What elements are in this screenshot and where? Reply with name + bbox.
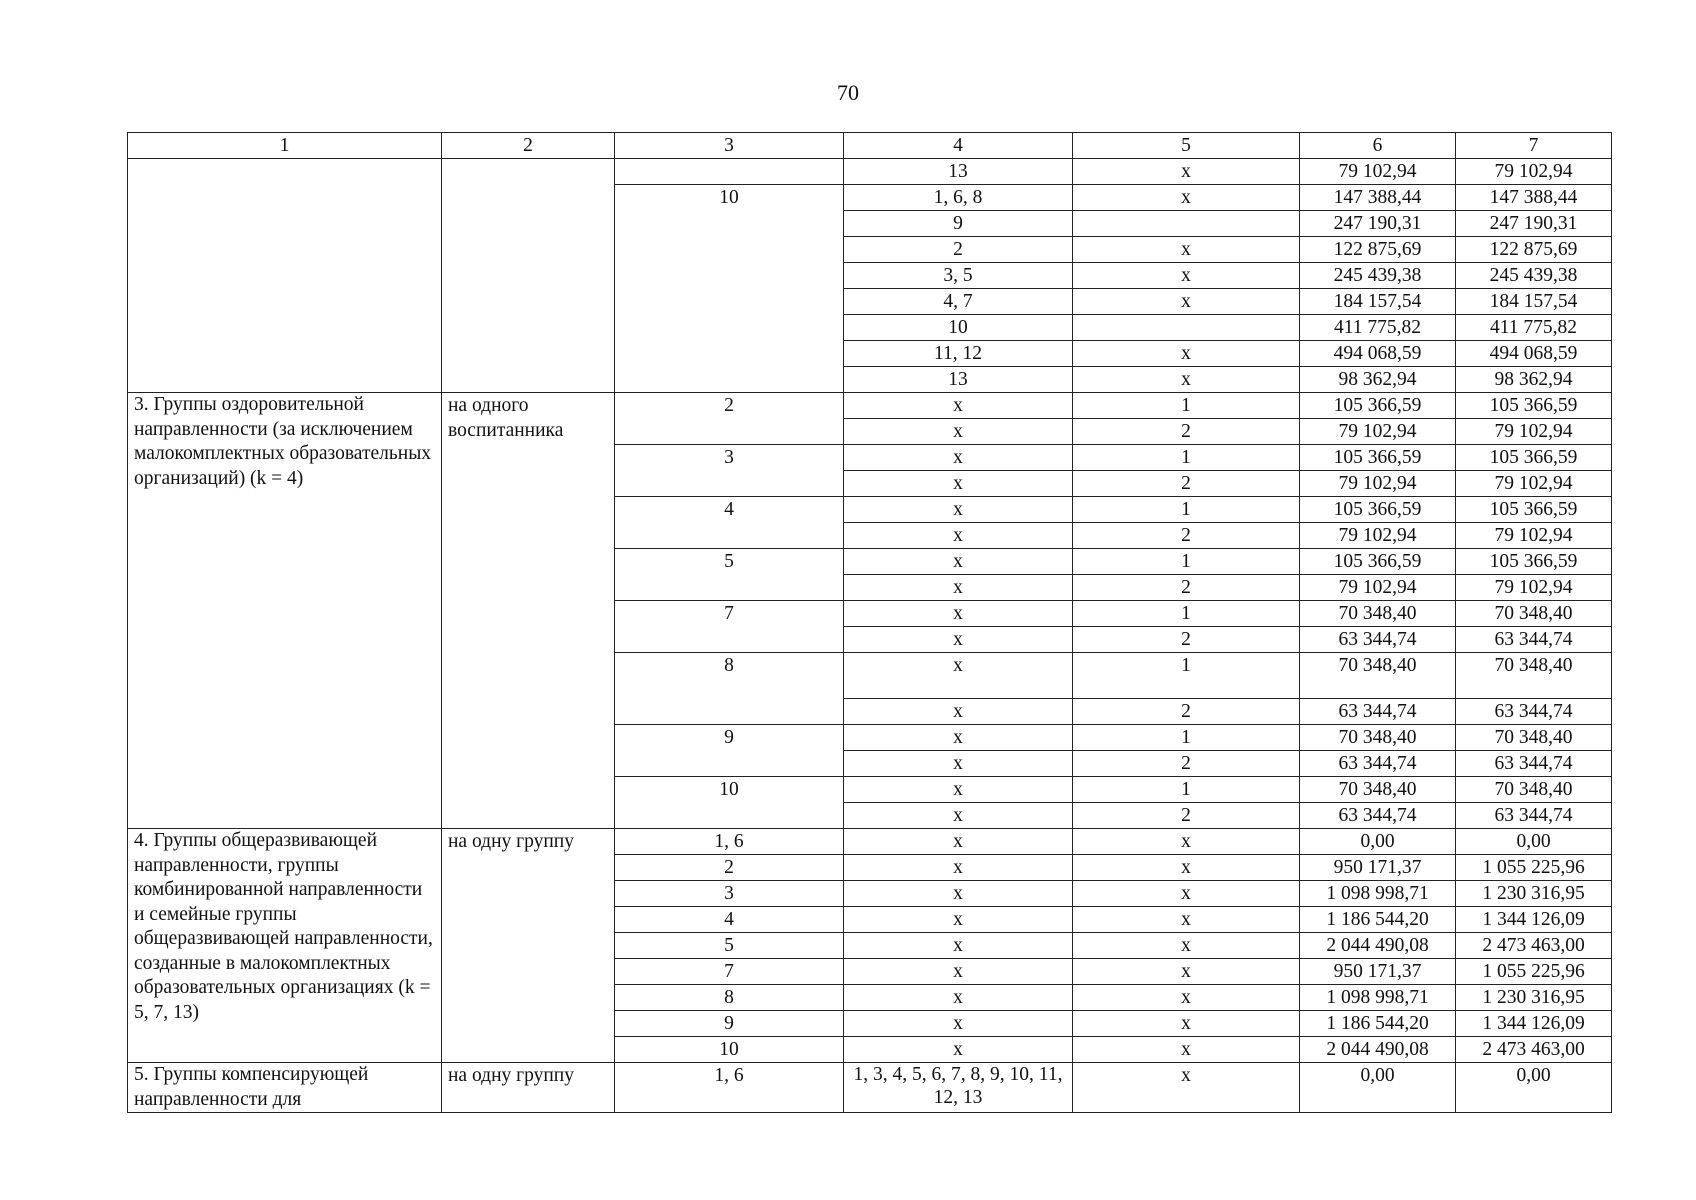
age-group-cell: 9 xyxy=(615,1011,844,1037)
age-group-cell: 10 xyxy=(615,185,844,393)
value-cell: 70 348,40 xyxy=(1456,653,1612,699)
header-cell: 5 xyxy=(1073,133,1300,159)
mode-cell: x xyxy=(844,985,1073,1011)
mode-cell: 4, 7 xyxy=(844,289,1073,315)
page-number: 70 xyxy=(837,80,859,105)
header-cell: 7 xyxy=(1456,133,1612,159)
group-title-cell: 3. Группы оздоровительной направленности (за исключением малокомплектных образовательных организаций) (k = 4) xyxy=(128,393,442,829)
value-cell: 2 473 463,00 xyxy=(1456,1037,1612,1063)
value-cell: 63 344,74 xyxy=(1300,627,1456,653)
mode-cell: x xyxy=(844,627,1073,653)
mode-cell: x xyxy=(844,725,1073,751)
k-cell: x xyxy=(1073,933,1300,959)
k-cell: x xyxy=(1073,263,1300,289)
mode-cell: 2 xyxy=(844,237,1073,263)
k-cell: 1 xyxy=(1073,497,1300,523)
age-group-cell: 7 xyxy=(615,959,844,985)
mode-cell: x xyxy=(844,471,1073,497)
mode-cell: 11, 12 xyxy=(844,341,1073,367)
k-cell: x xyxy=(1073,1011,1300,1037)
value-cell: 105 366,59 xyxy=(1300,497,1456,523)
unit-cell: на одну группу xyxy=(442,829,615,1063)
age-group-cell: 10 xyxy=(615,1037,844,1063)
mode-cell: x xyxy=(844,497,1073,523)
mode-cell: x xyxy=(844,575,1073,601)
value-cell: 105 366,59 xyxy=(1456,445,1612,471)
value-cell: 1 055 225,96 xyxy=(1456,855,1612,881)
value-cell: 411 775,82 xyxy=(1300,315,1456,341)
value-cell: 79 102,94 xyxy=(1300,419,1456,445)
value-cell: 0,00 xyxy=(1456,829,1612,855)
age-group-cell: 3 xyxy=(615,445,844,497)
k-cell: 2 xyxy=(1073,471,1300,497)
value-cell: 105 366,59 xyxy=(1456,549,1612,575)
mode-cell: 1, 3, 4, 5, 6, 7, 8, 9, 10, 11, 12, 13 xyxy=(844,1063,1073,1113)
age-group-cell: 7 xyxy=(615,601,844,653)
k-cell: x xyxy=(1073,1063,1300,1113)
k-cell: 1 xyxy=(1073,549,1300,575)
value-cell: 63 344,74 xyxy=(1300,699,1456,725)
value-cell: 79 102,94 xyxy=(1300,523,1456,549)
value-cell: 63 344,74 xyxy=(1456,699,1612,725)
k-cell xyxy=(1073,211,1300,237)
k-cell: x xyxy=(1073,959,1300,985)
age-group-cell: 2 xyxy=(615,855,844,881)
age-group-cell: 1, 6 xyxy=(615,829,844,855)
header-row xyxy=(128,133,1612,159)
value-cell: 184 157,54 xyxy=(1300,289,1456,315)
age-group-cell: 8 xyxy=(615,653,844,725)
value-cell: 1 098 998,71 xyxy=(1300,985,1456,1011)
value-cell: 63 344,74 xyxy=(1456,803,1612,829)
mode-cell: x xyxy=(844,751,1073,777)
value-cell: 98 362,94 xyxy=(1456,367,1612,393)
value-cell: 1 230 316,95 xyxy=(1456,985,1612,1011)
k-cell: x xyxy=(1073,289,1300,315)
value-cell: 184 157,54 xyxy=(1456,289,1612,315)
value-cell: 411 775,82 xyxy=(1456,315,1612,341)
mode-cell: 10 xyxy=(844,315,1073,341)
k-cell: 2 xyxy=(1073,699,1300,725)
age-group-cell xyxy=(615,159,844,185)
value-cell: 63 344,74 xyxy=(1456,627,1612,653)
header-cell: 3 xyxy=(615,133,844,159)
mode-cell: x xyxy=(844,959,1073,985)
value-cell: 63 344,74 xyxy=(1456,751,1612,777)
mode-cell: x xyxy=(844,933,1073,959)
unit-cell xyxy=(442,159,615,393)
value-cell: 147 388,44 xyxy=(1456,185,1612,211)
value-cell: 1 186 544,20 xyxy=(1300,1011,1456,1037)
value-cell: 1 344 126,09 xyxy=(1456,1011,1612,1037)
mode-cell: x xyxy=(844,881,1073,907)
k-cell: 1 xyxy=(1073,777,1300,803)
k-cell: x xyxy=(1073,237,1300,263)
header-cell: 6 xyxy=(1300,133,1456,159)
tariff-table xyxy=(127,132,1612,1113)
mode-cell: x xyxy=(844,549,1073,575)
value-cell: 70 348,40 xyxy=(1300,725,1456,751)
k-cell: 2 xyxy=(1073,523,1300,549)
value-cell: 950 171,37 xyxy=(1300,855,1456,881)
k-cell: 2 xyxy=(1073,803,1300,829)
k-cell: 1 xyxy=(1073,393,1300,419)
value-cell: 79 102,94 xyxy=(1300,159,1456,185)
value-cell: 1 055 225,96 xyxy=(1456,959,1612,985)
k-cell: x xyxy=(1073,855,1300,881)
value-cell: 2 044 490,08 xyxy=(1300,933,1456,959)
mode-cell: x xyxy=(844,829,1073,855)
mode-cell: 13 xyxy=(844,159,1073,185)
age-group-cell: 4 xyxy=(615,497,844,549)
k-cell xyxy=(1073,315,1300,341)
value-cell: 79 102,94 xyxy=(1456,523,1612,549)
value-cell: 247 190,31 xyxy=(1456,211,1612,237)
value-cell: 70 348,40 xyxy=(1300,777,1456,803)
value-cell: 0,00 xyxy=(1456,1063,1612,1113)
value-cell: 105 366,59 xyxy=(1456,393,1612,419)
age-group-cell: 3 xyxy=(615,881,844,907)
value-cell: 105 366,59 xyxy=(1300,393,1456,419)
age-group-cell: 9 xyxy=(615,725,844,777)
value-cell: 0,00 xyxy=(1300,829,1456,855)
value-cell: 79 102,94 xyxy=(1300,575,1456,601)
k-cell: x xyxy=(1073,185,1300,211)
mode-cell: x xyxy=(844,803,1073,829)
age-group-cell: 5 xyxy=(615,549,844,601)
value-cell: 147 388,44 xyxy=(1300,185,1456,211)
k-cell: 2 xyxy=(1073,575,1300,601)
mode-cell: x xyxy=(844,523,1073,549)
value-cell: 494 068,59 xyxy=(1300,341,1456,367)
value-cell: 79 102,94 xyxy=(1456,159,1612,185)
k-cell: x xyxy=(1073,367,1300,393)
mode-cell: x xyxy=(844,419,1073,445)
mode-cell: 13 xyxy=(844,367,1073,393)
value-cell: 950 171,37 xyxy=(1300,959,1456,985)
value-cell: 79 102,94 xyxy=(1300,471,1456,497)
unit-cell: на одну группу xyxy=(442,1063,615,1113)
value-cell: 70 348,40 xyxy=(1456,725,1612,751)
k-cell: 2 xyxy=(1073,751,1300,777)
value-cell: 1 186 544,20 xyxy=(1300,907,1456,933)
value-cell: 247 190,31 xyxy=(1300,211,1456,237)
group-title-cell: 4. Группы общеразвивающей направленности, группы комбинированной направленности и семейные группы общеразвивающей направленности, созданные в малокомплектных образовательных организациях (k = 5, 7, 13) xyxy=(128,829,442,1063)
table-row xyxy=(128,159,1612,185)
group-title-cell: 5. Группы компенсирующей направленности для xyxy=(128,1063,442,1113)
unit-cell: на одного воспитанника xyxy=(442,393,615,829)
value-cell: 105 366,59 xyxy=(1300,445,1456,471)
age-group-cell: 1, 6 xyxy=(615,1063,844,1113)
value-cell: 70 348,40 xyxy=(1300,653,1456,699)
k-cell: x xyxy=(1073,1037,1300,1063)
value-cell: 70 348,40 xyxy=(1456,777,1612,803)
value-cell: 0,00 xyxy=(1300,1063,1456,1113)
group-title-cell xyxy=(128,159,442,393)
mode-cell: 3, 5 xyxy=(844,263,1073,289)
value-cell: 122 875,69 xyxy=(1456,237,1612,263)
header-cell: 2 xyxy=(442,133,615,159)
table-row xyxy=(128,1063,1612,1113)
age-group-cell: 10 xyxy=(615,777,844,829)
value-cell: 79 102,94 xyxy=(1456,471,1612,497)
age-group-cell: 5 xyxy=(615,933,844,959)
table-row xyxy=(128,393,1612,419)
header-cell: 4 xyxy=(844,133,1073,159)
k-cell: 2 xyxy=(1073,627,1300,653)
k-cell: 1 xyxy=(1073,601,1300,627)
value-cell: 105 366,59 xyxy=(1300,549,1456,575)
mode-cell: x xyxy=(844,653,1073,699)
mode-cell: x xyxy=(844,1011,1073,1037)
value-cell: 63 344,74 xyxy=(1300,751,1456,777)
value-cell: 63 344,74 xyxy=(1300,803,1456,829)
k-cell: 2 xyxy=(1073,419,1300,445)
k-cell: x xyxy=(1073,907,1300,933)
mode-cell: x xyxy=(844,393,1073,419)
mode-cell: x xyxy=(844,777,1073,803)
k-cell: 1 xyxy=(1073,725,1300,751)
k-cell: x xyxy=(1073,985,1300,1011)
value-cell: 79 102,94 xyxy=(1456,575,1612,601)
table-row xyxy=(128,829,1612,855)
value-cell: 2 044 490,08 xyxy=(1300,1037,1456,1063)
k-cell: 1 xyxy=(1073,653,1300,699)
value-cell: 105 366,59 xyxy=(1456,497,1612,523)
k-cell: x xyxy=(1073,881,1300,907)
value-cell: 70 348,40 xyxy=(1300,601,1456,627)
header-cell: 1 xyxy=(128,133,442,159)
mode-cell: 9 xyxy=(844,211,1073,237)
age-group-cell: 4 xyxy=(615,907,844,933)
value-cell: 245 439,38 xyxy=(1300,263,1456,289)
value-cell: 70 348,40 xyxy=(1456,601,1612,627)
mode-cell: x xyxy=(844,1037,1073,1063)
value-cell: 2 473 463,00 xyxy=(1456,933,1612,959)
mode-cell: x xyxy=(844,907,1073,933)
age-group-cell: 8 xyxy=(615,985,844,1011)
age-group-cell: 2 xyxy=(615,393,844,445)
k-cell: x xyxy=(1073,341,1300,367)
mode-cell: 1, 6, 8 xyxy=(844,185,1073,211)
mode-cell: x xyxy=(844,855,1073,881)
mode-cell: x xyxy=(844,699,1073,725)
value-cell: 122 875,69 xyxy=(1300,237,1456,263)
value-cell: 1 344 126,09 xyxy=(1456,907,1612,933)
value-cell: 98 362,94 xyxy=(1300,367,1456,393)
value-cell: 245 439,38 xyxy=(1456,263,1612,289)
value-cell: 494 068,59 xyxy=(1456,341,1612,367)
value-cell: 1 230 316,95 xyxy=(1456,881,1612,907)
k-cell: x xyxy=(1073,159,1300,185)
mode-cell: x xyxy=(844,445,1073,471)
k-cell: 1 xyxy=(1073,445,1300,471)
value-cell: 1 098 998,71 xyxy=(1300,881,1456,907)
mode-cell: x xyxy=(844,601,1073,627)
k-cell: x xyxy=(1073,829,1300,855)
value-cell: 79 102,94 xyxy=(1456,419,1612,445)
